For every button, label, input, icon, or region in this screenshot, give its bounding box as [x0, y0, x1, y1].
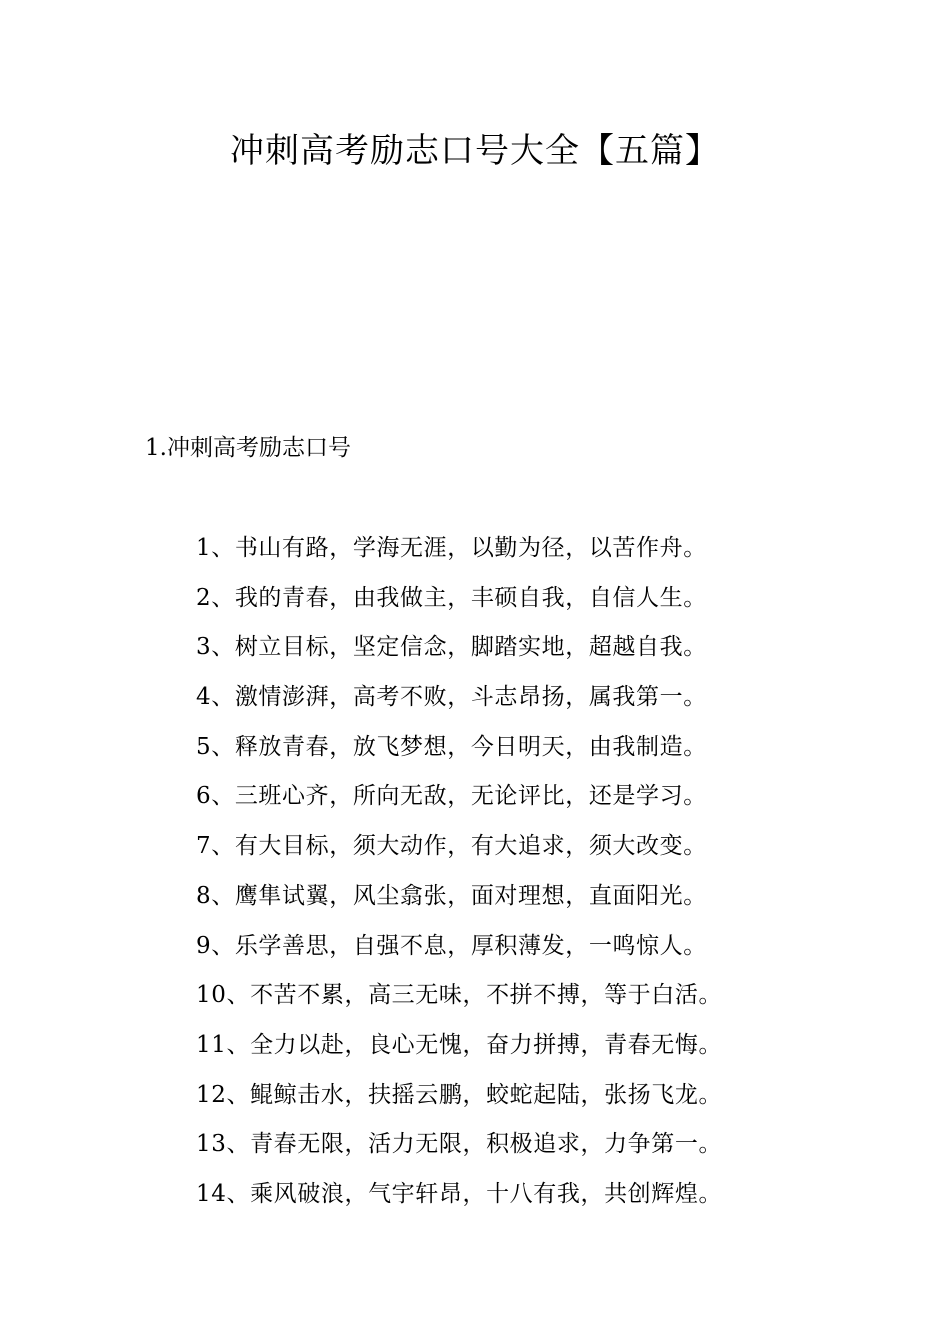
slogan-item: 8、鹰隼试翼，风尘翕张，面对理想，直面阳光。 [196, 882, 707, 909]
slogan-item: 6、三班心齐，所向无敌，无论评比，还是学习。 [196, 783, 707, 810]
slogan-item: 5、释放青春，放飞梦想，今日明天，由我制造。 [196, 733, 707, 760]
slogan-item: 9、乐学善思，自强不息，厚积薄发，一鸣惊人。 [196, 932, 707, 959]
slogan-list [196, 530, 722, 1226]
slogan-item: 13、青春无限，活力无限，积极追求，力争第一。 [196, 1131, 723, 1158]
slogan-item: 14、乘风破浪，气宇轩昂，十八有我，共创辉煌。 [196, 1180, 723, 1207]
slogan-item: 3、树立目标，坚定信念，脚踏实地，超越自我。 [196, 634, 707, 661]
slogan-item: 12、鲲鲸击水，扶摇云鹏，蛟蛇起陆，张扬飞龙。 [196, 1081, 723, 1108]
slogan-item: 7、有大目标，须大动作，有大追求，须大改变。 [196, 833, 707, 860]
slogan-item: 2、我的青春，由我做主，丰硕自我，自信人生。 [196, 584, 707, 611]
document-title: 冲刺高考励志口号大全【五篇】 [230, 131, 720, 171]
section-heading: 1.冲刺高考励志口号 [145, 435, 351, 461]
slogan-item: 11、全力以赴，良心无愧，奋力拼搏，青春无悔。 [196, 1031, 723, 1058]
slogan-item: 10、不苦不累，高三无味，不拼不搏，等于白活。 [196, 982, 723, 1009]
slogan-item: 4、激情澎湃，高考不败，斗志昂扬，属我第一。 [196, 684, 707, 711]
slogan-item: 1、书山有路，学海无涯，以勤为径，以苦作舟。 [196, 535, 707, 561]
